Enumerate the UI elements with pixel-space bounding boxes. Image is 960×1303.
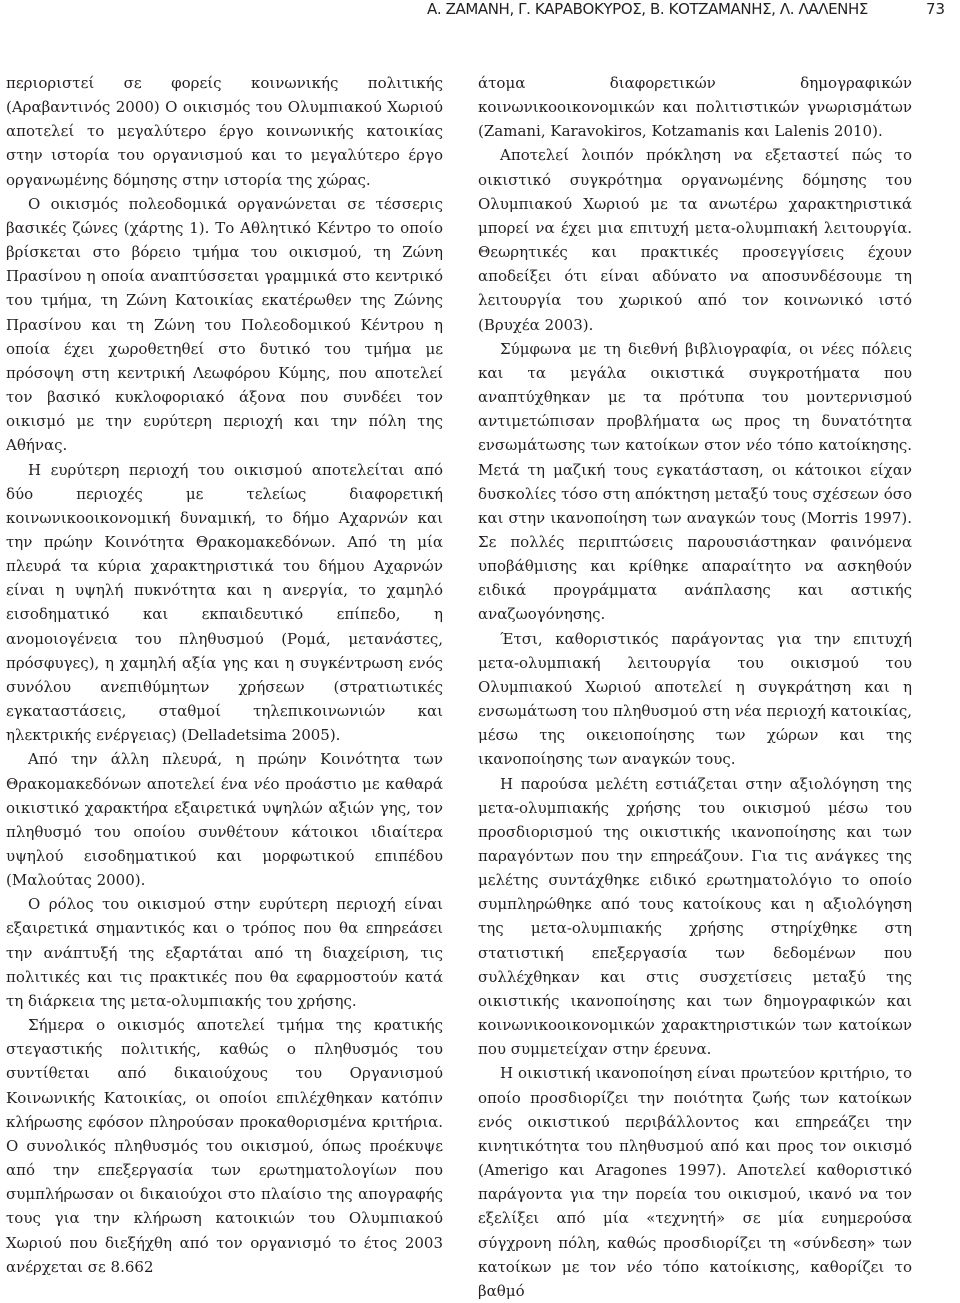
right-text-column bbox=[478, 71, 912, 1303]
header-authors: Α. ΖΑΜΑΝΗ, Γ. ΚΑΡΑΒΟΚΥΡΟΣ, Β. ΚΟΤΖΑΜΑΝΗΣ, Λ. ΛΑΛΕΝΗΣ bbox=[427, 0, 868, 18]
paragraph: Ο ρόλος του οικισμού στην ευρύτερη περιοχή είναι εξαιρετικά σημαντικός και ο τρόπος που θα επηρεάσει την ανάπτυξή της εξαρτάται από τη διαχείριση, τις πολιτικές και τις πρακτικές που θα εφαρμοστούν κατά τη διάρκεια της μετα-ολυμπιακής του χρήσης. bbox=[6, 895, 443, 1010]
paragraph: Η οικιστική ικανοποίηση είναι πρωτεύον κριτήριο, το οποίο προσδιορίζει την ποιότητα ζωής των κατοίκων ενός οικιστικού περιβάλλοντος και επηρεάζει την κινητικότητα του πληθυσμού από και προς τον οικισμό (Amerigo και Aragones 1997). Αποτελεί καθοριστικό παράγοντα για την πορεία του οικισμού, ικανό να τον εξελίξει από μία «τεχνητή» σε μία ευημερούσα σύγχρονη πόλη, καθώς προσδιορίζει τη «σύνδεση» των κατοίκων με τον νέο τόπο κατοίκισης, καθορίζει το βαθμό bbox=[478, 1064, 912, 1300]
paragraph: Αποτελεί λοιπόν πρόκληση να εξεταστεί πώς το οικιστικό συγκρότημα οργανωμένης δόμησης του Ολυμπιακού Χωριού με τα ανωτέρω χαρακτηριστικά μπορεί να έχει μια επιτυχή μετα-ολυμπιακή λειτουργία. Θεωρητικές και πρακτικές προσεγγίσεις έχουν αποδείξει ότι είναι αδύνατο να αποσυνδέσουμε τη λειτουργία του χωρικού από τον κοινωνικό ιστό (Βρυχέα 2003). bbox=[478, 146, 912, 334]
paragraph: Ο οικισμός πολεοδομικά οργανώνεται σε τέσσερις βασικές ζώνες (χάρτης 1). Το Αθλητικό Κέντρο το οποίο βρίσκεται στο βόρειο τμήμα του οικισμού, τη Ζώνη Πρασίνου η οποία αναπτύσσεται γραμμικά στο κεντρικό του τμήμα, τη Ζώνη Κατοικίας εκατέρωθεν της Ζώνης Πρασίνου και τη Ζώνη του Πολεοδομικού Κέντρου η οποία έχει χωροθετηθεί στο δυτικό του τμήμα με πρόσοψη στη κεντρική Λεωφόρου Κύμης, που αποτελεί τον βασικό κυκλοφοριακό άξονα που συνδέει τον οικισμό με την ευρύτερη περιοχή και την πόλη της Αθήνας. bbox=[6, 194, 443, 455]
running-header bbox=[0, 0, 960, 18]
paragraph: Έτσι, καθοριστικός παράγοντας για την επιτυχή μετα-ολυμπιακή λειτουργία του οικισμού του Ολυμπιακού Χωριού αποτελεί η συγκράτηση και η ενσωμάτωση του πληθυσμού στη νέα περιοχή κατοικίας, μέσω της οικειοποίησης των χώρων και της ικανοποίησης των αναγκών τους. bbox=[478, 629, 912, 769]
page-number: 73 bbox=[926, 0, 946, 18]
paragraph: Η παρούσα μελέτη εστιάζεται στην αξιολόγηση της μετα-ολυμπιακής χρήσης του οικισμού μέσω του προσδιορισμού της οικιστικής ικανοποίησης και των παραγόντων που την επηρεάζουν. Για τις ανάγκες της μελέτης συντάχθηκε ειδικό ερωτηματολόγιο το οποίο συμπληρώθηκε από τους κατοίκους και η αξιολόγηση της μετα-ολυμπιακής χρήσης στηρίχθηκε στη στατιστική επεξεργασία των δεδομένων που συλλέχθηκαν και στις συσχετίσεις μεταξύ της οικιστικής ικανοποίησης και των δημογραφικών και κοινωνικοοικονομικών χαρακτηριστικών των κατοίκων που συμμετείχαν στην έρευνα. bbox=[478, 774, 912, 1059]
paragraph: Σύμφωνα με τη διεθνή βιβλιογραφία, οι νέες πόλεις και τα μεγάλα οικιστικά συγκροτήματα που αναπτύχθηκαν με τα πρότυπα του μοντερνισμού αντιμετώπισαν προβλήματα ως προς τη δυνατότητα ενσωμάτωσης των κατοίκων στον νέο τόπο κατοίκησης. Μετά τη μαζική τους εγκατάσταση, οι κάτοικοι είχαν δυσκολίες τόσο στη απόκτηση μεταξύ τους σχέσεων όσο και στην ικανοποίηση των αναγκών τους (Morris 1997). Σε πολλές περιπτώσεις παρουσιάστηκαν φαινόμενα υποβάθμισης και κρίθηκε απαραίτητο να ασκηθούν ειδικά προγράμματα ανάπλασης και αστικής αναζωογόνησης. bbox=[478, 339, 912, 624]
paragraph: Από την άλλη πλευρά, η πρώην Κοινότητα των Θρακομακεδόνων αποτελεί ένα νέο προάστιο με καθαρά οικιστικό χαρακτήρα εξαιρετικά υψηλών αξιών γης, τον πληθυσμό του οποίου συνθέτουν κάτοικοι ιδιαίτερα υψηλού εισοδηματικού και μορφωτικού επιπέδου (Μαλούτας 2000). bbox=[6, 750, 443, 890]
paragraph: Σήμερα ο οικισμός αποτελεί τμήμα της κρατικής στεγαστικής πολιτικής, καθώς ο πληθυσμός του συντίθεται από δικαιούχους του Οργανισμού Κοινωνικής Κατοικίας, οι οποίοι επιλέχθηκαν κατόπιν κλήρωσης εφόσον πληρούσαν προκαθορισμένα κριτήρια. Ο συνολικός πληθυσμός του οικισμού, όπως προέκυψε από την επεξεργασία των ερωτηματολογίων που συμπλήρωσαν οι δικαιούχοι στο πλαίσιο της απογραφής τους για την κλήρωση κατοικιών του Ολυμπιακού Χωριού που διεξήχθη από τον οργανισμό το έτος 2003 ανέρχεται σε 8.662 bbox=[6, 1016, 443, 1276]
paragraph: περιοριστεί σε φορείς κοινωνικής πολιτικής (Αραβαντινός 2000) Ο οικισμός του Ολυμπιακού Χωριού αποτελεί το μεγαλύτερο έργο κοινωνικής κατοικίας στην ιστορία του οργανισμού και το μεγαλύτερο έργο οργανωμένης δόμησης στην ιστορία της χώρας. bbox=[6, 74, 443, 189]
paragraph: Η ευρύτερη περιοχή του οικισμού αποτελείται από δύο περιοχές με τελείως διαφορετική κοινωνικοοικονομική δυναμική, το δήμο Αχαρνών και την πρώην Κοινότητα Θρακομακεδόνων. Από τη μία πλευρά τα κύρια χαρακτηριστικά του δήμου Αχαρνών είναι η υψηλή πυκνότητα και η ανεργία, το χαμηλό εισοδηματικό και εκπαιδευτικό επίπεδο, η ανομοιογένεια του πληθυσμού (Ρομά, μετανάστες, πρόσφυγες), η χαμηλή αξία γης και η συγκέντρωση ενός συνόλου ανεπιθύμητων χρήσεων (στρατιωτικές εγκαταστάσεις, σταθμοί τηλεπικοινωνιών και ηλεκτρικής ενέργειας) (Delladetsima 2005). bbox=[6, 460, 443, 745]
left-text-column bbox=[6, 71, 443, 1279]
paragraph: άτομα διαφορετικών δημογραφικών κοινωνικοοικονομικών και πολιτιστικών γνωρισμάτων (Zamani, Karavokiros, Kotzamanis και Lalenis 2010). bbox=[478, 74, 912, 141]
